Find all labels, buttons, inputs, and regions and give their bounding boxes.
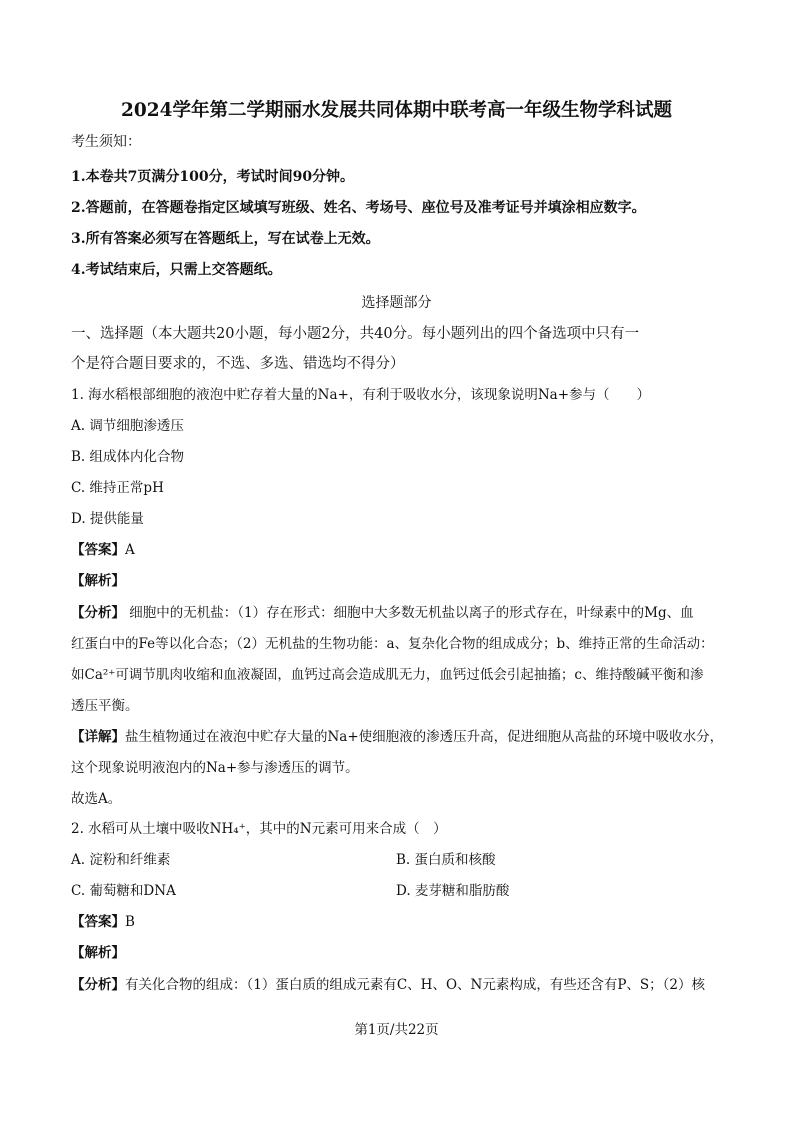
section-intro-line-1: 一、选择题（本大题共20小题，每小题2分，共40分。每小题列出的四个备选项中只有一 xyxy=(71,326,640,342)
page-footer: 第1页/共22页 xyxy=(354,1022,439,1038)
answer-value: B xyxy=(125,914,135,930)
question-1-fenxi-line-3: 如Ca²⁺可调节肌肉收缩和血液凝固，血钙过高会造成肌无力，血钙过低会引起抽搐；c、维持酸碱平衡和渗 xyxy=(71,667,704,683)
answer-value: A xyxy=(125,542,135,558)
question-2-stem: 2. 水稻可从土壤中吸收NH₄⁺，其中的N元素可用来合成（ ） xyxy=(71,821,447,837)
question-1-analysis-tag: 【解析】 xyxy=(71,573,125,589)
question-1-fenxi-line-1 xyxy=(71,603,726,623)
question-1-fenxi-line-2: 红蛋白中的Fe等以化合态；（2）无机盐的生物功能：a、复杂化合物的组成成分；b、维持正常的生命活动： xyxy=(71,636,714,652)
question-1-fenxi-line-4: 透压平衡。 xyxy=(71,698,139,714)
detail-tag: 【详解】 xyxy=(71,729,125,745)
question-1-answer xyxy=(71,540,726,560)
question-1-stem: 1. 海水稻根部细胞的液泡中贮存着大量的Na+，有利于吸收水分，该现象说明Na+参与（ ） xyxy=(71,387,651,403)
notice-item-4: 4.考试结束后，只需上交答题纸。 xyxy=(71,262,282,278)
notice-item-3: 3.所有答案必须写在答题纸上，写在试卷上无效。 xyxy=(71,231,380,247)
answer-tag: 【答案】 xyxy=(71,914,125,930)
question-1-option-b: B. 组成体内化合物 xyxy=(71,449,185,465)
question-1-detail-line-2: 这个现象说明液泡内的Na+参与渗透压的调节。 xyxy=(71,760,359,776)
notice-item-2: 2.答题前，在答题卷指定区域填写班级、姓名、考场号、座位号及准考证号并填涂相应数字。 xyxy=(71,200,646,216)
question-1-detail-line-1 xyxy=(71,727,726,747)
exam-title: 2024学年第二学期丽水发展共同体期中联考高一年级生物学科试题 xyxy=(121,100,672,121)
fenxi-tag: 【分析】 xyxy=(71,605,125,621)
question-2-option-d: D. 麦芽糖和脂肪酸 xyxy=(396,883,510,899)
question-2-option-c: C. 葡萄糖和DNA xyxy=(71,883,176,899)
question-1-conclusion: 故选A。 xyxy=(71,791,122,807)
question-1-option-c: C. 维持正常pH xyxy=(71,480,164,496)
question-1-option-a: A. 调节细胞渗透压 xyxy=(71,418,184,434)
fenxi-text: 细胞中的无机盐：（1）存在形式：细胞中大多数无机盐以离子的形式存在，叶绿素中的Mg、血 xyxy=(129,605,694,621)
fenxi-tag: 【分析】 xyxy=(71,977,125,993)
question-1-option-d: D. 提供能量 xyxy=(71,511,144,527)
notice-item-1: 1.本卷共7页满分100分，考试时间90分钟。 xyxy=(71,169,355,185)
notice-heading: 考生须知： xyxy=(71,134,141,150)
fenxi-text: 有关化合物的组成：（1）蛋白质的组成元素有C、H、O、N元素构成，有些还含有P、S；（2）核 xyxy=(125,977,705,993)
section-intro-line-2: 个是符合题目要求的，不选、多选、错选均不得分） xyxy=(71,356,405,372)
question-2-option-a: A. 淀粉和纤维素 xyxy=(71,852,171,868)
question-2-analysis-tag: 【解析】 xyxy=(71,945,125,961)
question-2-answer xyxy=(71,912,726,932)
answer-tag: 【答案】 xyxy=(71,542,125,558)
question-2-option-b: B. 蛋白质和核酸 xyxy=(396,852,496,868)
section-title: 选择题部分 xyxy=(361,295,432,311)
question-2-fenxi-line-1 xyxy=(71,975,726,995)
detail-text: 盐生植物通过在液泡中贮存大量的Na+使细胞液的渗透压升高，促进细胞从高盐的环境中吸收水分， xyxy=(125,729,724,745)
